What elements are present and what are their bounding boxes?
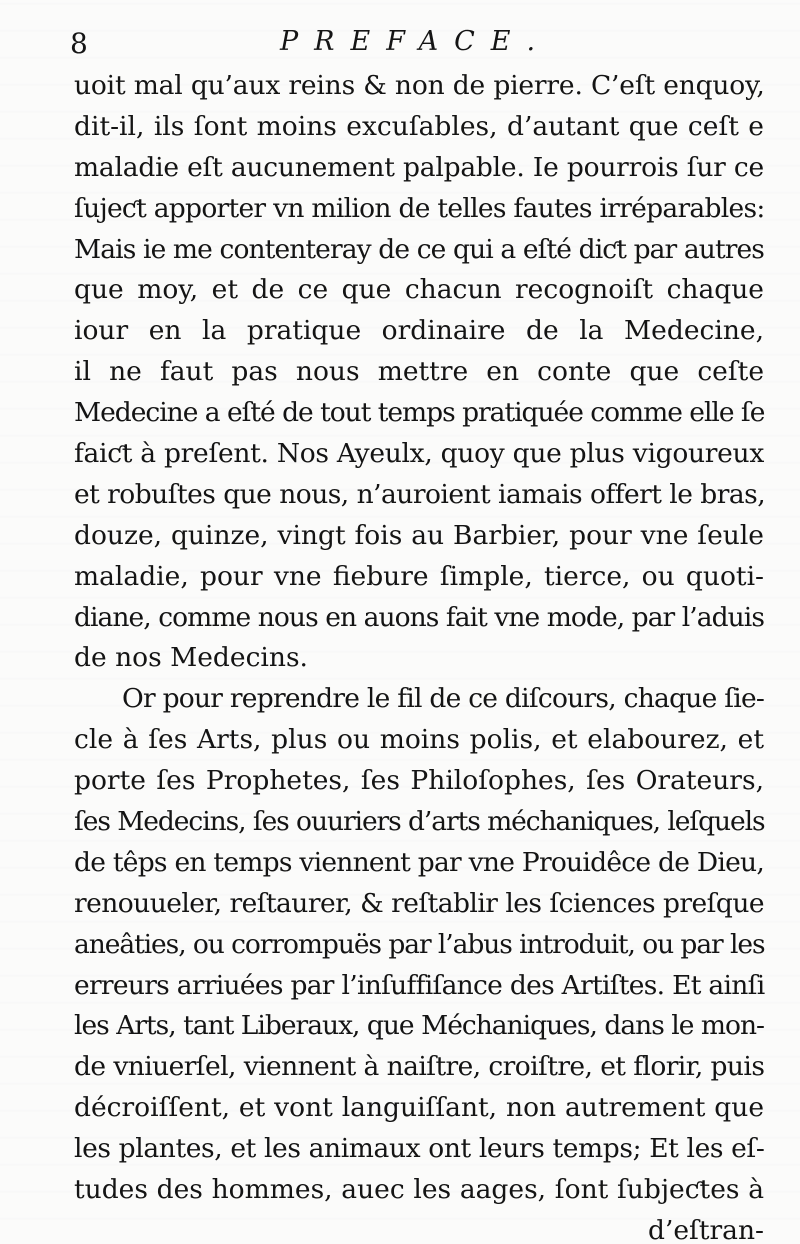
text-line: uoit mal qu’aux reins & non de pierre. C’eſt enquoy, bbox=[74, 70, 765, 101]
paragraph-end-line: de nos Medecins. bbox=[74, 642, 308, 674]
text-line: cle à ſes Arts, plus ou moins polis, et elabourez, et bbox=[74, 724, 764, 756]
text-line: erreurs arriuées par l’inſuffiſance des Artiſtes. Et ainſi bbox=[74, 969, 765, 1001]
text-line: les plantes, et les animaux ont leurs temps; Et les eſ- bbox=[74, 1133, 765, 1165]
text-line: Mais ie me contenteray de ce qui a eſté diƈt par autres bbox=[74, 233, 764, 265]
body-text bbox=[74, 66, 764, 1244]
text-line: ſujeƈt apporter vn milion de telles fautes irréparables: bbox=[74, 192, 765, 224]
text-line: iour en la pratique ordinaire de la Medecine, bbox=[74, 315, 764, 347]
text-line: il ne faut pas nous mettre en conte que ceſte bbox=[74, 356, 764, 388]
text-line: tudes des hommes, auec les aages, ſont ſubjeƈtes à bbox=[74, 1174, 764, 1206]
text-line: dit-il, ils ſont moins excuſables, d’autant que ceſt e bbox=[74, 110, 764, 142]
text-line: douze, quinze, vingt fois au Barbier, pour vne ſeule bbox=[74, 519, 764, 551]
text-line: Medecine a eſté de tout temps pratiquée comme elle ſe bbox=[74, 397, 765, 429]
text-line: aneâties, ou corrompuës par l’abus introduit, ou par les bbox=[74, 928, 765, 960]
text-line: les Arts, tant Liberaux, que Méchaniques, dans le mon- bbox=[74, 1010, 764, 1042]
running-head: PREFACE. bbox=[280, 26, 552, 57]
page-header bbox=[70, 22, 760, 62]
paragraph-start-line: Or pour reprendre le fil de ce diſcours, chaque ſie- bbox=[122, 683, 765, 715]
text-line: diane, comme nous en auons fait vne mode, par l’aduis bbox=[74, 601, 764, 633]
text-line: décroiſſent, et vont languiſſant, non autrement que bbox=[74, 1092, 764, 1124]
page-number: 8 bbox=[70, 27, 88, 60]
text-line: maladie, pour vne fiebure ſimple, tierce, ou quoti- bbox=[74, 560, 764, 592]
catchword: d’eſtran- bbox=[647, 1214, 764, 1244]
text-line: et robuſtes que nous, n’auroient iamais offert le bras, bbox=[74, 478, 766, 510]
text-line: maladie eſt aucunement palpable. Ie pourrois ſur ce bbox=[74, 151, 764, 183]
text-line: faiƈt à preſent. Nos Ayeulx, quoy que plus vigoureux bbox=[74, 438, 764, 470]
text-line: que moy, et de ce que chacun recognoiſt chaque bbox=[74, 274, 764, 306]
text-line: ſes Medecins, ſes ouuriers d’arts méchaniques, leſquels bbox=[74, 806, 765, 838]
text-line: de têps en temps viennent par vne Prouidêce de Dieu, bbox=[74, 846, 764, 878]
text-line: renouueler, reſtaurer, & reſtablir les ſciences preſque bbox=[74, 887, 764, 919]
text-line: porte ſes Prophetes, ſes Philoſophes, ſes Orateurs, bbox=[74, 765, 764, 797]
text-line: de vniuerſel, viennent à naiſtre, croiſtre, et florir, puis bbox=[74, 1051, 765, 1083]
